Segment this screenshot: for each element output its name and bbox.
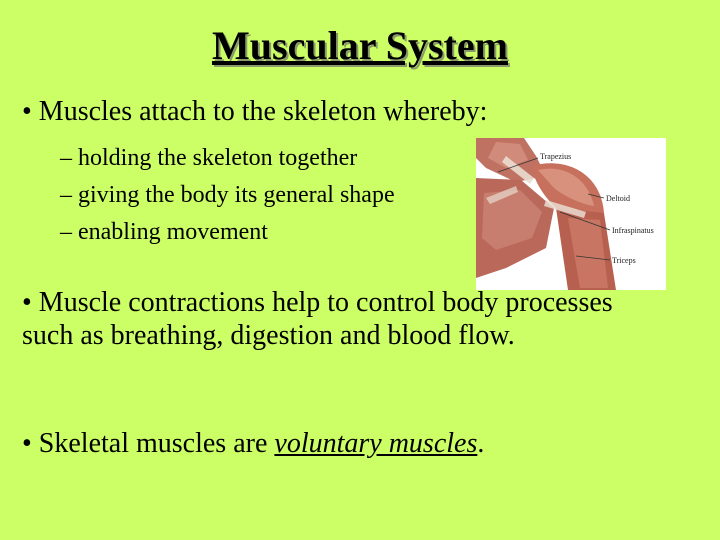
bullet-muscle-contractions: • Muscle contractions help to control body processes such as breathing, digestion and blood flow. — [22, 287, 613, 351]
sub-bullet-shape: – giving the body its general shape — [60, 182, 395, 208]
figure-label-deltoid: Deltoid — [606, 194, 630, 203]
bullet-skeletal-muscles — [22, 428, 484, 460]
figure-label-trapezius: Trapezius — [540, 152, 572, 161]
sub-bullet-movement: – enabling movement — [60, 219, 268, 245]
shoulder-muscle-illustration — [476, 138, 666, 290]
bullet-muscles-attach: • Muscles attach to the skeleton whereby: — [22, 96, 488, 127]
figure-label-infraspinatus: Infraspinatus — [612, 226, 654, 235]
skeletal-prefix: • Skeletal muscles are — [22, 428, 275, 459]
figure-label-triceps: Triceps — [612, 256, 636, 265]
slide-title: Muscular System — [212, 23, 508, 68]
sub-bullet-list — [60, 140, 395, 251]
skeletal-suffix: . — [477, 428, 485, 459]
sub-bullet-holding: – holding the skeleton together — [60, 145, 358, 171]
voluntary-muscles-emphasis: voluntary muscles — [274, 428, 478, 459]
